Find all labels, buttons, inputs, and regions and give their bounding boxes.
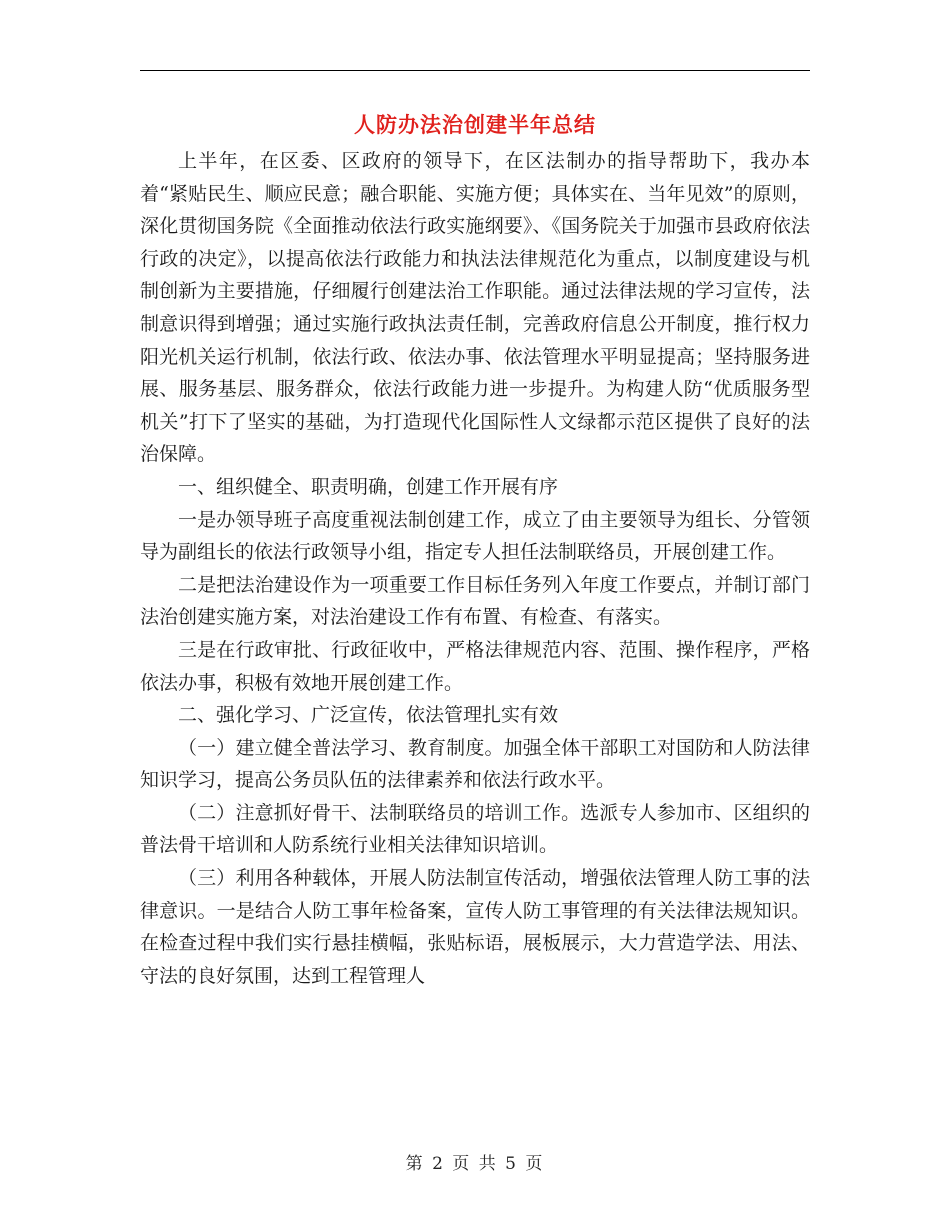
page-footer: 第 2 页 共 5 页 [405, 1154, 545, 1174]
header-rule [140, 70, 810, 71]
document-body [140, 145, 810, 992]
paragraph: 三是在行政审批、行政征收中，严格法律规范内容、范围、操作程序，严格依法办事，积极有效地开展创建工作。 [140, 638, 810, 694]
paragraph: （二）注意抓好骨干、法制联络员的培训工作。选派专人参加市、区组织的普法骨干培训和人防系统行业相关法律知识培训。 [140, 801, 810, 857]
section-heading-2: 二、强化学习、广泛宣传，依法管理扎实有效 [178, 704, 559, 727]
paragraph: （三）利用各种载体，开展人防法制宣传活动，增强依法管理人防工事的法律意识。一是结合人防工事年检备案，宣传人防工事管理的有关法律法规知识。在检查过程中我们实行悬挂横幅，张贴标语，展板展示，大力营造学法、用法、守法的良好氛围，达到工程管理人 [140, 867, 810, 987]
section-heading-1: 一、组织健全、职责明确，创建工作开展有序 [178, 475, 559, 498]
document-title: 人防办法治创建半年总结 [354, 112, 596, 137]
paragraph: 一是办领导班子高度重视法制创建工作，成立了由主要领导为组长、分管领导为副组长的依法行政领导小组，指定专人担任法制联络员，开展创建工作。 [140, 508, 810, 564]
paragraph: 二是把法治建设作为一项重要工作目标任务列入年度工作要点，并制订部门法治创建实施方案，对法治建设工作有布置、有检查、有落实。 [140, 573, 810, 629]
paragraph-intro: 上半年，在区委、区政府的领导下，在区法制办的指导帮助下，我办本着“紧贴民生、顺应民意；融合职能、实施方便；具体实在、当年见效”的原则，深化贯彻国务院《全面推动依法行政实施纲要》、《国务院关于加强市县政府依法行政的决定》，以提高依法行政能力和执法法律规范化为重点，以制度建设与机制创新为主要措施，仔细履行创建法治工作职能。通过法律法规的学习宣传，法制意识得到增强；通过实施行政执法责任制，完善政府信息公开制度，推行权力阳光机关运行机制，依法行政、依法办事、依法管理水平明显提高；坚持服务进展、服务基层、服务群众，依法行政能力进一步提升。为构建人防“优质服务型机关”打下了坚实的基础，为打造现代化国际性人文绿都示范区提供了良好的法治保障。 [140, 150, 810, 466]
paragraph: （一）建立健全普法学习、教育制度。加强全体干部职工对国防和人防法律知识学习，提高公务员队伍的法律素养和依法行政水平。 [140, 736, 810, 792]
